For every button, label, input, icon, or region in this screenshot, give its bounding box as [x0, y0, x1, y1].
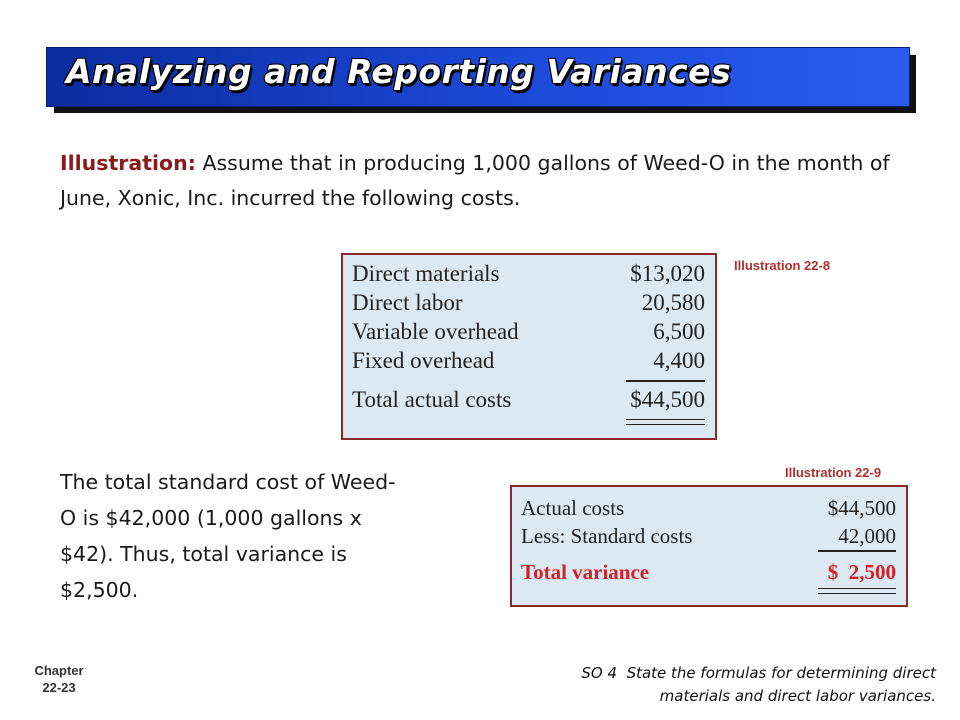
- intro-paragraph: [60, 146, 920, 216]
- row-label: Direct labor: [352, 290, 463, 315]
- chapter-number: 22-23: [42, 680, 76, 695]
- total-value: $44,500: [630, 387, 705, 412]
- row-label: Direct materials: [352, 261, 500, 286]
- table-row: [512, 524, 906, 552]
- total-double-rule: [818, 588, 896, 594]
- intro-label: Illustration:: [60, 151, 196, 175]
- table-row: [343, 261, 715, 290]
- table-row: [343, 348, 715, 377]
- chapter-indicator: [18, 662, 100, 696]
- subtotal-rule: [818, 550, 896, 552]
- table-row: [343, 290, 715, 319]
- total-value: $ 2,500: [827, 560, 896, 584]
- study-objective-line-2: materials and direct labor variances.: [659, 687, 936, 705]
- row-value: 4,400: [653, 348, 705, 373]
- subtotal-rule: [626, 380, 705, 382]
- variance-table: [510, 485, 908, 607]
- row-value: 20,580: [641, 290, 705, 315]
- table-total-row: [512, 560, 906, 588]
- total-label: Total actual costs: [352, 387, 512, 412]
- row-value: $44,500: [827, 496, 896, 520]
- row-label: Variable overhead: [352, 319, 519, 344]
- actual-costs-table: [341, 253, 717, 440]
- row-label: Less: Standard costs: [521, 524, 693, 548]
- chapter-label: Chapter: [34, 663, 84, 678]
- study-objective-line-1: SO 4 State the formulas for determining direct: [581, 664, 936, 682]
- table-total-row: [343, 387, 715, 416]
- illustration-22-8-label: Illustration 22-8: [734, 258, 831, 273]
- row-label: Actual costs: [521, 496, 625, 520]
- row-value: $13,020: [630, 261, 705, 286]
- total-label: Total variance: [521, 560, 650, 584]
- summary-paragraph: The total standard cost of Weed-O is $42,000 (1,000 gallons x $42). Thus, total variance is $2,500.: [60, 470, 396, 602]
- intro-text: Assume that in producing 1,000 gallons of Weed-O in the month of June, Xonic, Inc. incurred the following costs.: [60, 151, 890, 210]
- illustration-22-9-label: Illustration 22-9: [785, 465, 882, 480]
- table-row: [512, 496, 906, 524]
- row-value: 42,000: [838, 524, 896, 548]
- row-value: 6,500: [653, 319, 705, 344]
- total-double-rule: [626, 419, 705, 425]
- row-label: Fixed overhead: [352, 348, 495, 373]
- table-row: [343, 319, 715, 348]
- slide-title: Analyzing and Reporting Variances: [66, 52, 732, 91]
- study-objective: [581, 662, 936, 708]
